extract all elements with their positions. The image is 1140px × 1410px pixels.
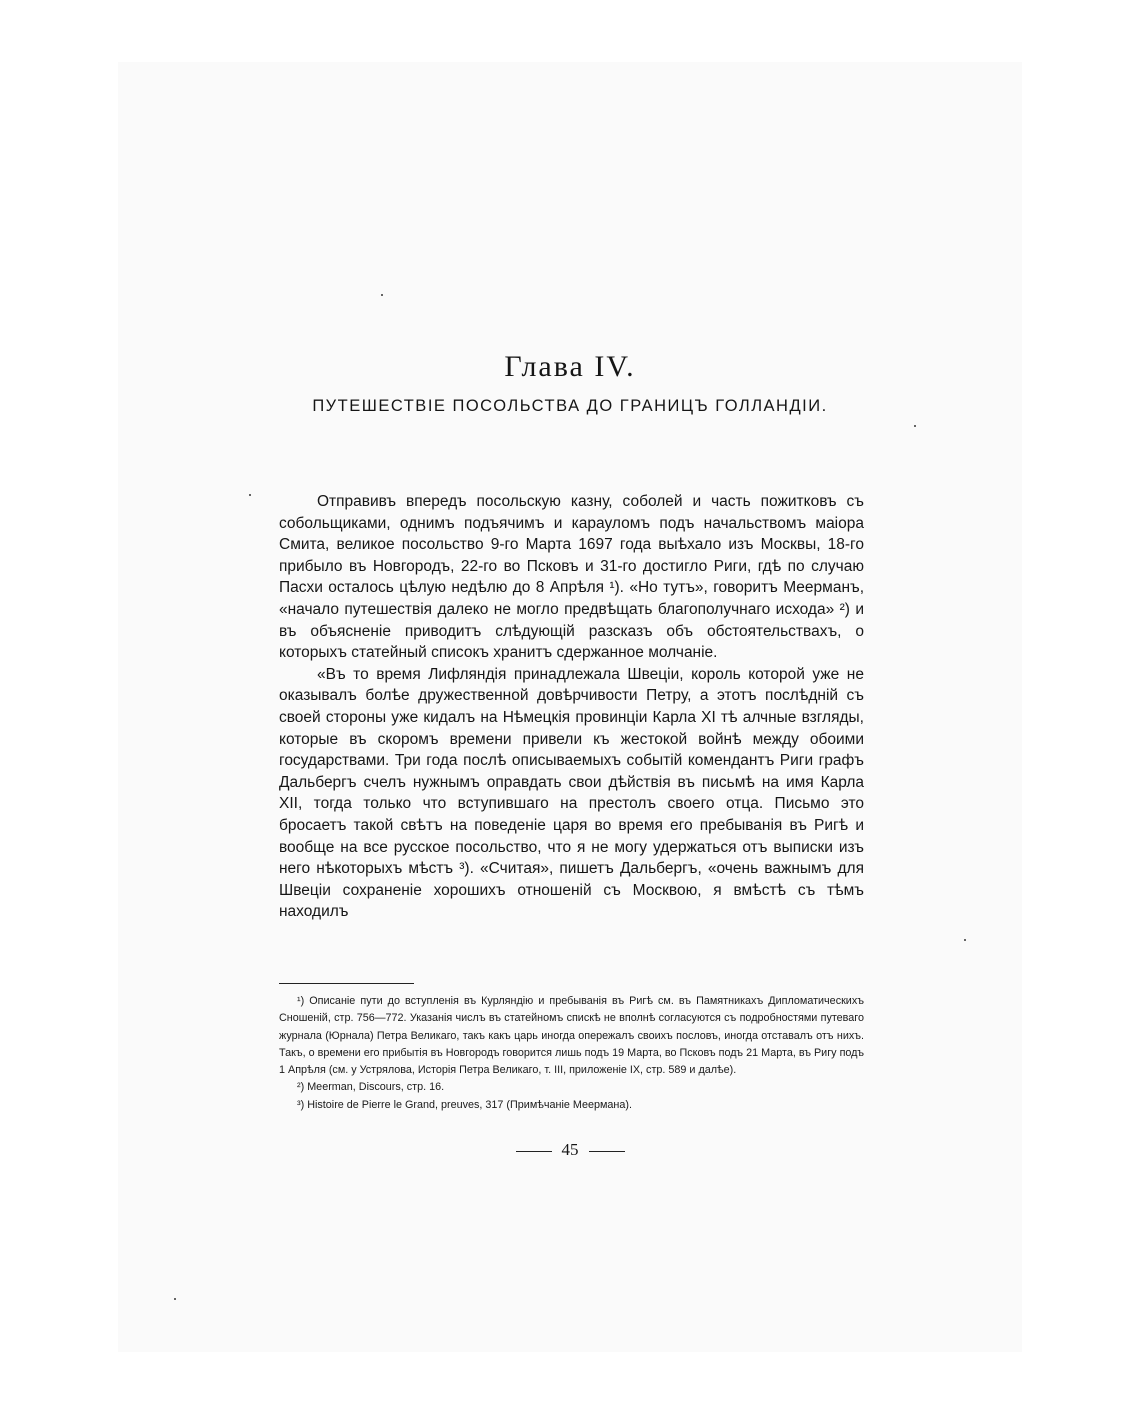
- page-number: [0, 1140, 1140, 1160]
- scan-speck: [964, 939, 966, 941]
- chapter-title: Глава IV.: [504, 350, 636, 383]
- footnote: ¹) Описаніе пути до вступленія въ Курляндію и пребыванія въ Ригѣ см. въ Памятникахъ Дипломатическихъ Сношеній, стр. 756—772. Указанія числъ въ статейномъ спискѣ не вполнѣ согласуются съ подробностями путеваго журнала (Юрнала) Петра Великаго, такъ какъ царь иногда опережалъ своихъ пословъ, иногда отставалъ отъ нихъ. Такъ, о времени его прибытія въ Новгородъ говорится лишь подъ 19 Марта, во Псковъ подъ 21 Марта, въ Ригу подъ 1 Апрѣля (см. у Устрялова, Исторія Петра Великаго, т. III, приложеніе IX, стр. 589 и далѣе).: [279, 995, 864, 1077]
- scan-speck: [381, 294, 383, 296]
- scan-speck: [914, 425, 916, 427]
- page-number-dash-left: [516, 1151, 552, 1152]
- footnotes: [279, 993, 864, 1114]
- footnote: ³) Histoire de Pierre le Grand, preuves, 317 (Примѣчаніе Меермана).: [297, 1098, 632, 1111]
- chapter-subtitle: ПУТЕШЕСТВІЕ ПОСОЛЬСТВА ДО ГРАНИЦЪ ГОЛЛАНДІИ.: [312, 397, 828, 415]
- footnote: ²) Meerman, Discours, стр. 16.: [297, 1081, 445, 1094]
- body-text: [279, 491, 864, 923]
- footnote-divider: [279, 983, 414, 984]
- page-number-value: 45: [561, 1140, 579, 1159]
- body-paragraph: «Въ то время Лифляндія принадлежала Швеціи, король которой уже не оказывалъ болѣе дружественной довѣрчивости Петру, а этотъ послѣдній съ своей стороны уже кидалъ на Нѣмецкія провинціи Карла XI тѣ алчные взгляды, которые въ скоромъ времени привели къ жестокой войнѣ между обоими государствами. Три года послѣ описываемыхъ событій комендантъ Риги графъ Дальбергъ счелъ нужнымъ оправдать свои дѣйствія въ письмѣ на имя Карла XII, тогда только что вступившаго на престолъ своего отца. Письмо это бросаетъ такой свѣтъ на поведеніе царя во время его пребыванія въ Ригѣ и вообще на все русское посольство, что я не могу удержаться отъ выписки изъ него нѣкоторыхъ мѣстъ ³). «Считая», пишетъ Дальбергъ, «очень важнымъ для Швеціи сохраненіе хорошихъ отношеній съ Москвою, я вмѣстѣ съ тѣмъ находилъ: [279, 665, 864, 921]
- page-number-dash-right: [589, 1151, 625, 1152]
- body-paragraph: Отправивъ впередъ посольскую казну, соболей и часть пожитковъ съ собольщиками, однимъ подъячимъ и карауломъ подъ начальствомъ маіора Смита, великое посольство 9-го Марта 1697 года выѣхало изъ Москвы, 18-го прибыло въ Новгородъ, 22-го во Псковъ и 31-го достигло Риги, гдѣ по случаю Пасхи осталось цѣлую недѣлю до 8 Апрѣля ¹). «Но тутъ», говоритъ Меерманъ, «начало путешествія далеко не могло предвѣщать благополучнаго исхода» ²) и въ объясненіе приводитъ слѣдующій разсказъ объ обстоятельствахъ, о которыхъ статейный списокъ хранитъ сдержанное молчаніе.: [279, 493, 864, 662]
- scan-speck: [174, 1298, 176, 1300]
- scan-speck: [249, 494, 251, 496]
